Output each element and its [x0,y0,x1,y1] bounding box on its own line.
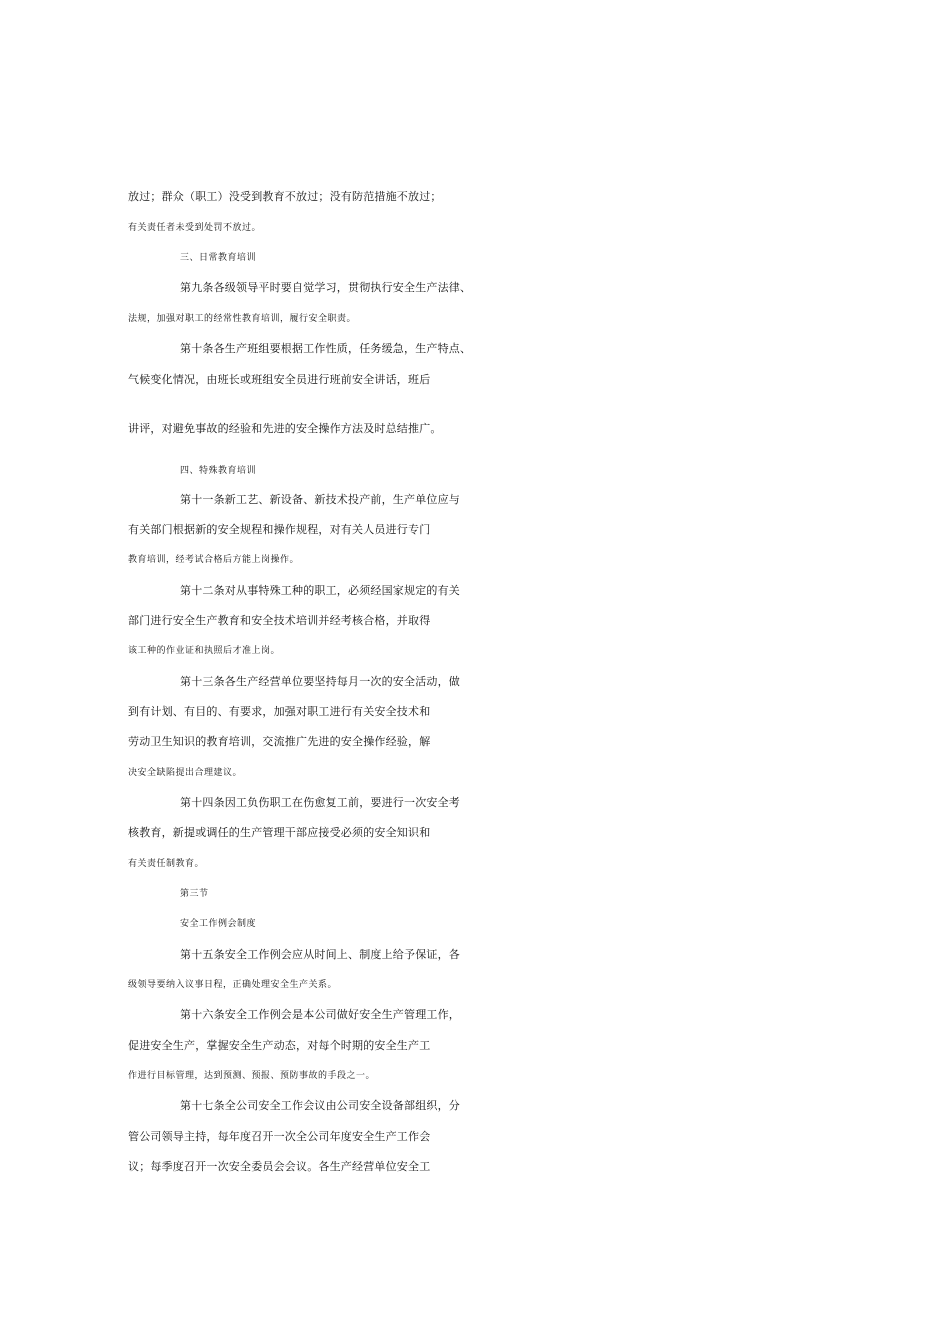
text-line: 放过；群众（职工）没受到教育不放过；没有防范措施不放过； [128,190,442,203]
text-line: 气候变化情况，由班长或班组安全员进行班前安全讲话，班后 [128,373,431,386]
text-line: 议；每季度召开一次安全委员会会议。各生产经营单位安全工 [128,1160,431,1173]
text-line: 核教育，新提或调任的生产管理干部应接受必须的安全知识和 [128,826,431,839]
section-heading: 四、特殊教育培训 [180,466,257,476]
text-line: 讲评，对避免事故的经验和先进的安全操作方法及时总结推广。 [128,422,442,435]
text-line: 第九条各级领导平时要自觉学习，贯彻执行安全生产法律、 [180,281,472,294]
text-line: 到有计划、有目的、有要求，加强对职工进行有关安全技术和 [128,705,431,718]
section-heading: 安全工作例会制度 [180,919,257,929]
text-line: 第十六条安全工作例会是本公司做好安全生产管理工作， [180,1008,460,1021]
text-line: 第十四条因工负伤职工在伤愈复工前，要进行一次安全考 [180,796,460,809]
text-line: 第十一条新工艺、新设备、新技术投产前，生产单位应与 [180,493,460,506]
text-line: 第十三条各生产经营单位要坚持每月一次的安全活动，做 [180,675,460,688]
section-heading: 第三节 [180,889,209,899]
section-heading: 三、日常教育培训 [180,253,257,263]
text-line: 级领导要纳入议事日程，正确处理安全生产关系。 [128,980,338,990]
text-line: 有关责任者未受到处罚不放过。 [128,223,262,233]
text-line: 第十二条对从事特殊工种的职工，必须经国家规定的有关 [180,584,460,597]
text-line: 劳动卫生知识的教育培训，交流推广先进的安全操作经验，解 [128,735,431,748]
text-line: 有关部门根据新的安全规程和操作规程，对有关人员进行专门 [128,523,431,536]
text-line: 法规，加强对职工的经常性教育培训，履行安全职责。 [128,314,357,324]
text-line: 第十七条全公司安全工作会议由公司安全设备部组织，分 [180,1099,460,1112]
text-line: 该工种的作业证和执照后才准上岗。 [128,646,281,656]
text-line: 有关责任制教育。 [128,859,205,869]
text-line: 教育培训，经考试合格后方能上岗操作。 [128,555,300,565]
text-line: 管公司领导主持，每年度召开一次全公司年度安全生产工作会 [128,1130,431,1143]
text-line: 第十五条安全工作例会应从时间上、制度上给予保证，各 [180,948,460,961]
text-line: 作进行目标管理，达到预测、预报、预防事故的手段之一。 [128,1071,376,1081]
text-line: 决安全缺陷提出合理建议。 [128,768,243,778]
text-line: 促进安全生产，掌握安全生产动态，对每个时期的安全生产工 [128,1039,431,1052]
text-line: 第十条各生产班组要根据工作性质，任务缓急，生产特点、 [180,342,472,355]
text-line: 部门进行安全生产教育和安全技术培训并经考核合格，并取得 [128,614,431,627]
